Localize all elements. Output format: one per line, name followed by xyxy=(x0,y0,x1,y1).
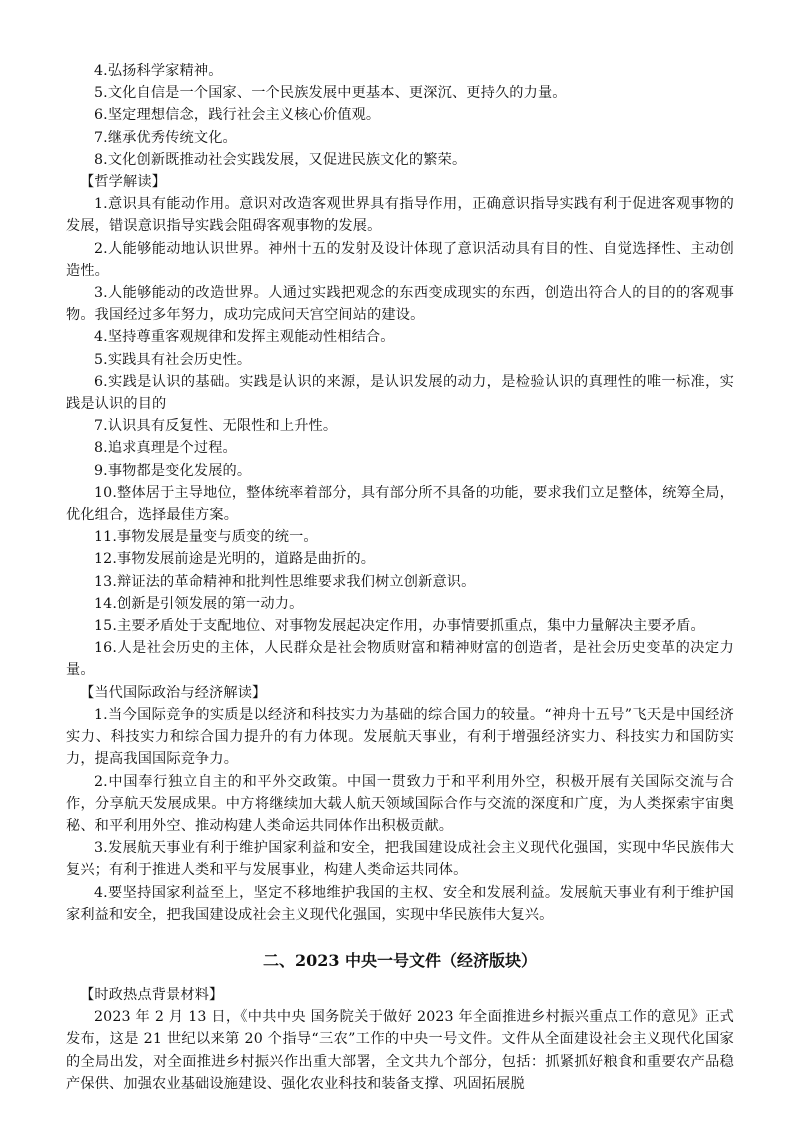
philosophy-header: 【哲学解读】 xyxy=(80,174,167,191)
section-title: 二、2023 中央一号文件（经济版块） xyxy=(262,950,538,970)
philosophy-item: 5.实践具有社会历史性。 xyxy=(94,351,252,368)
philosophy-item: 7.认识具有反复性、无限性和上升性。 xyxy=(94,418,338,435)
philosophy-item: 4.坚持尊重客观规律和发挥主观能动性相结合。 xyxy=(94,329,395,346)
philosophy-item: 10.整体居于主导地位，整体统率着部分，具有部分所不具备的功能，要求我们立足整体，统筹全局，优化组合，选择最佳方案。 xyxy=(66,484,734,524)
philosophy-item: 15.主要矛盾处于支配地位、对事物发展起决定作用，办事情要抓重点，集中力量解决主要矛盾。 xyxy=(94,618,705,635)
philosophy-item: 9.事物都是变化发展的。 xyxy=(94,462,252,479)
background-header: 【时政热点背景材料】 xyxy=(80,986,224,1003)
document-body xyxy=(66,60,734,1095)
politics-item: 2.中国奉行独立自主的和平外交政策。中国一贯致力于和平利用外空，积极开展有关国际交流与合作，分享航天发展成果。中方将继续加大载人航天领域国际合作与交流的深度和广度，为人类探索宇宙奥秘、和平利用外空、推动构建人类命运共同体作出积极贡献。 xyxy=(66,773,734,834)
politics-item: 4.要坚持国家利益至上，坚定不移地维护我国的主权、安全和发展利益。发展航天事业有利于维护国家利益和安全，把我国建设成社会主义现代化强国，实现中华民族伟大复兴。 xyxy=(66,884,734,923)
philosophy-item: 16.人是社会历史的主体，人民群众是社会物质财富和精神财富的创造者，是社会历史变革的决定力量。 xyxy=(66,640,734,679)
philosophy-item: 2.人能够能动地认识世界。神州十五的发射及设计体现了意识活动具有目的性、自觉选择性、主动创造性。 xyxy=(66,240,734,279)
philosophy-item: 8.追求真理是个过程。 xyxy=(94,440,237,457)
politics-item: 3.发展航天事业有利于维护国家利益和安全，把我国建设成社会主义现代化强国，实现中华民族伟大复兴；有利于推进人类和平与发展事业，构建人类命运共同体。 xyxy=(66,840,734,879)
philosophy-item: 11.事物发展是量变与质变的统一。 xyxy=(94,529,318,546)
list-item: 8.文化创新既推动社会实践发展，又促进民族文化的繁荣。 xyxy=(94,151,467,168)
philosophy-item: 13.辩证法的革命精神和批判性思维要求我们树立创新意识。 xyxy=(94,573,476,590)
politics-header: 【当代国际政治与经济解读】 xyxy=(80,684,267,701)
background-paragraph: 2023 年 2 月 13 日，《中共中央 国务院关于做好 2023 年全面推进乡村振兴重点工作的意见》正式发布，这是 21 世纪以来第 20 个指导“三农”工作的中央一号文件。文件从全面建设社会主义现代化国家的全局出发，对全面推进乡村振兴作出重大部署，全文共九个部分，包括：抓紧抓好粮食和重要农产品稳产保供、加强农业基础设施建设、强化农业科技和装备支撑、巩固拓展脱 xyxy=(66,1009,734,1092)
list-item: 4.弘扬科学家精神。 xyxy=(94,63,223,79)
list-item: 6.坚定理想信念，践行社会主义核心价值观。 xyxy=(94,107,381,124)
list-item: 5.文化自信是一个国家、一个民族发展中更基本、更深沉、更持久的力量。 xyxy=(94,85,567,102)
list-item: 7.继承优秀传统文化。 xyxy=(94,129,237,146)
philosophy-item: 6.实践是认识的基础。实践是认识的来源，是认识发展的动力，是检验认识的真理性的唯一标准，实践是认识的目的 xyxy=(66,373,734,413)
philosophy-item: 3.人能够能动的改造世界。人通过实践把观念的东西变成现实的东西，创造出符合人的目的的客观事物。我国经过多年努力，成功完成问天宫空间站的建设。 xyxy=(66,285,734,324)
philosophy-item: 1.意识具有能动作用。意识对改造客观世界具有指导作用，正确意识指导实践有利于促进客观事物的发展，错误意识指导实践会阻碍客观事物的发展。 xyxy=(66,196,734,235)
politics-item: 1.当今国际竞争的实质是以经济和科技实力为基础的综合国力的较量。“神舟十五号”飞天是中国经济实力、科技实力和综合国力提升的有力体现。发展航天事业，有利于增强经济实力、科技实力和国防实力，提高我国国际竞争力。 xyxy=(66,706,734,768)
philosophy-item: 12.事物发展前途是光明的，道路是曲折的。 xyxy=(94,551,376,568)
philosophy-item: 14.创新是引领发展的第一动力。 xyxy=(94,595,304,612)
